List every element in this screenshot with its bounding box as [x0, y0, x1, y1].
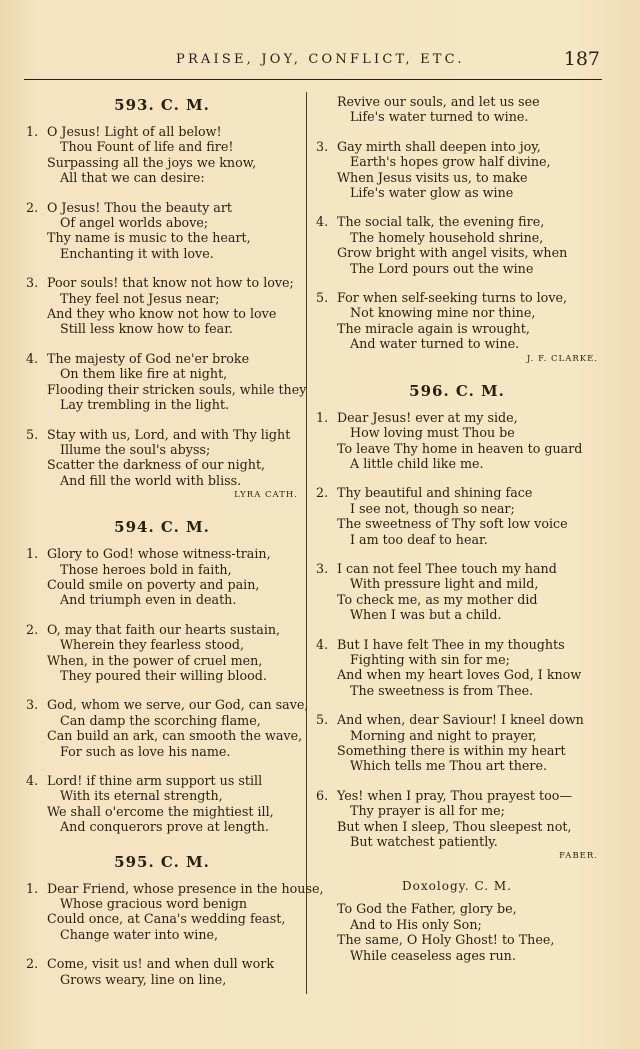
stanza [316, 214, 598, 276]
verse-line: The miracle again is wrought, [337, 320, 530, 336]
stanza [26, 200, 298, 262]
verse-line: Dear Friend, whose presence in the house, [47, 880, 324, 896]
stanza [316, 410, 598, 472]
verse-line: They poured their willing blood. [60, 667, 267, 683]
stanza [316, 712, 598, 774]
stanza-number: 1. [26, 880, 39, 896]
verse-line: When I was but a child. [350, 607, 502, 623]
verse-line: All that we can desire: [60, 170, 205, 186]
verse-line: Thy prayer is all for me; [350, 803, 505, 819]
stanza [316, 561, 598, 623]
stanza [26, 275, 298, 337]
hymn-attribution: LYRA CATH. [234, 490, 298, 501]
verse-line: Lay trembling in the light. [60, 397, 230, 413]
verse-line: Thy name is music to the heart, [47, 230, 251, 246]
verse-line: The sweetness is from Thee. [350, 682, 534, 698]
stanza-number: 4. [316, 214, 329, 230]
stanza-number: 3. [26, 697, 39, 713]
verse-line: Poor souls! that know not how to love; [47, 275, 294, 291]
verse-line: With pressure light and mild, [350, 576, 539, 592]
stanza [316, 290, 598, 352]
stanza [26, 350, 307, 413]
verse-line: Life's water glow as wine [350, 185, 514, 201]
header-rule [24, 79, 602, 80]
hymn-attribution: FABER. [559, 851, 598, 862]
page-header [24, 48, 600, 78]
verse-line: Scatter the darkness of our night, [47, 457, 266, 473]
verse-line: God, whom we serve, our God, can save, [47, 697, 309, 713]
verse-line: But watchest patiently. [350, 834, 498, 850]
verse-line: And conquerors prove at length. [60, 819, 269, 835]
verse-line: For such as love his name. [60, 743, 231, 759]
verse-line: And they who know not how to love [47, 306, 277, 322]
verse-line: Could once, at Cana's wedding feast, [47, 911, 286, 927]
hymn-title: 595. C. M. [114, 852, 210, 871]
verse-line: But when I sleep, Thou sleepest not, [337, 818, 572, 834]
verse-line: Revive our souls, and let us see [337, 94, 540, 109]
verse-line: O Jesus! Thou the beauty art [47, 199, 233, 215]
stanza-number: 2. [26, 621, 39, 637]
verse-line: Lord! if thine arm support us still [47, 773, 263, 788]
verse-line: Those heroes bold in faith, [60, 561, 232, 577]
verse-line: And when my heart loves God, I know [337, 667, 582, 683]
verse-line: Grows weary, line on line, [60, 971, 227, 987]
verse-line: To leave Thy home in heaven to guard [337, 440, 583, 456]
stanza-number: 5. [26, 426, 39, 442]
page-number: 187 [563, 48, 600, 70]
verse-line: Illume the soul's abyss; [60, 441, 211, 457]
verse-line: Come, visit us! and when dull work [47, 956, 275, 972]
stanza [26, 773, 298, 835]
verse-line: To check me, as my mother did [337, 591, 538, 607]
verse-line: Yes! when I pray, Thou prayest too— [337, 787, 573, 803]
left-column [26, 90, 324, 1001]
verse-line: I am too deaf to hear. [350, 531, 488, 547]
stanza-number: 3. [26, 275, 39, 291]
stanza [26, 697, 309, 759]
verse-line: I see not, though so near; [350, 500, 515, 516]
hymn-title: 593. C. M. [114, 96, 210, 114]
verse-line: The social talk, the evening fire, [337, 214, 545, 230]
verse-line: Earth's hopes grow half divine, [350, 154, 551, 170]
verse-line: The homely household shrine, [350, 229, 544, 245]
verse-line: The majesty of God ne'er broke [47, 350, 250, 366]
verse-line: Could smile on poverty and pain, [47, 576, 260, 592]
verse-line: Change water into wine, [60, 926, 219, 942]
verse-line: We shall o'ercome the mightiest ill, [47, 803, 274, 819]
verse-line: Thou Fount of life and fire! [60, 139, 234, 155]
verse-line: O, may that faith our hearts sustain, [47, 621, 281, 637]
verse-line: Can damp the scorching flame, [60, 712, 261, 728]
stanza [316, 94, 598, 125]
stanza [316, 788, 598, 850]
verse-line: Something there is within my heart [337, 743, 566, 758]
stanza [316, 637, 598, 699]
stanza [26, 546, 298, 608]
verse-line: How loving must Thou be [350, 425, 515, 441]
verse-line: And to His only Son; [350, 916, 482, 932]
verse-line: When, in the power of cruel men, [47, 652, 263, 668]
verse-line: The Lord pours out the wine [350, 260, 534, 276]
stanza [26, 956, 298, 987]
verse-line: Flooding their stricken souls, while they [47, 381, 307, 397]
verse-line: And fill the world with bliss. [60, 472, 242, 488]
verse-line: Wherein they fearless stood, [60, 637, 245, 653]
verse-line: Grow bright with angel visits, when [337, 245, 568, 261]
verse-line: Can build an ark, can smooth the wave, [47, 728, 303, 744]
stanza-number: 5. [316, 290, 329, 306]
verse-line: I can not feel Thee touch my hand [337, 560, 557, 576]
verse-line: Enchanting it with love. [60, 245, 214, 261]
stanza-number: 5. [316, 712, 329, 728]
verse-line: Glory to God! whose witness-train, [47, 546, 271, 562]
running-title: PRAISE, JOY, CONFLICT, ETC. [176, 52, 465, 67]
hymn-title: 596. C. M. [409, 381, 505, 400]
verse-line: Of angel worlds above; [60, 215, 209, 231]
verse-line: They feel not Jesus near; [60, 290, 220, 306]
verse-line: With its eternal strength, [60, 788, 223, 804]
verse-line: Which tells me Thou art there. [350, 758, 548, 774]
stanza-number: 4. [26, 350, 39, 366]
verse-line: Dear Jesus! ever at my side, [337, 409, 518, 425]
verse-line: For when self-seeking turns to love, [337, 290, 568, 306]
verse-line: O Jesus! Light of all below! [47, 124, 222, 139]
verse-line: Surpassing all the joys we know, [47, 154, 257, 170]
verse-line: But I have felt Thee in my thoughts [337, 636, 565, 652]
verse-line: Fighting with sin for me; [350, 651, 510, 667]
stanza-number: 4. [316, 636, 329, 652]
verse-line: Life's water turned to wine. [350, 109, 529, 125]
verse-line: When Jesus visits us, to make [337, 169, 528, 185]
verse-line: Still less know how to fear. [60, 321, 233, 337]
verse-line: A little child like me. [350, 455, 484, 471]
stanza [26, 124, 298, 186]
stanza [26, 427, 298, 489]
stanza-number: 3. [316, 138, 329, 154]
verse-line: Thy beautiful and shining face [337, 485, 533, 501]
verse-line: And water turned to wine. [350, 336, 520, 352]
stanza [316, 485, 598, 547]
stanza-number: 2. [316, 485, 329, 501]
verse-line: Stay with us, Lord, and with Thy light [47, 426, 291, 442]
verse-line: And when, dear Saviour! I kneel down [337, 712, 584, 728]
hymn-attribution: J. F. CLARKE. [526, 353, 598, 364]
stanza [26, 880, 324, 943]
stanza-number: 2. [26, 199, 39, 215]
hymn-title: 594. C. M. [114, 518, 210, 537]
stanza-number: 6. [316, 787, 329, 803]
verse-line: The sweetness of Thy soft low voice [337, 516, 568, 532]
verse-line: To God the Father, glory be, [337, 901, 517, 917]
stanza [316, 901, 598, 963]
right-column [316, 90, 598, 977]
verse-line: Not knowing mine nor thine, [350, 305, 536, 321]
verse-line: The same, O Holy Ghost! to Thee, [337, 932, 555, 948]
verse-line: On them like fire at night, [60, 366, 228, 382]
verse-line: Gay mirth shall deepen into joy, [337, 138, 541, 154]
column-divider [306, 92, 307, 994]
verse-line: Morning and night to prayer, [350, 727, 537, 743]
stanza [316, 139, 598, 201]
stanza-number: 1. [26, 546, 39, 562]
stanza-number: 1. [26, 124, 39, 139]
verse-line: Whose gracious word benign [60, 896, 248, 912]
stanza-number: 2. [26, 956, 39, 972]
doxology-title: Doxology. C. M. [402, 879, 512, 894]
verse-line: While ceaseless ages run. [350, 947, 516, 963]
verse-line: And triumph even in death. [60, 592, 237, 608]
stanza [26, 622, 298, 684]
stanza-number: 1. [316, 409, 329, 425]
stanza-number: 4. [26, 773, 39, 788]
stanza-number: 3. [316, 560, 329, 576]
